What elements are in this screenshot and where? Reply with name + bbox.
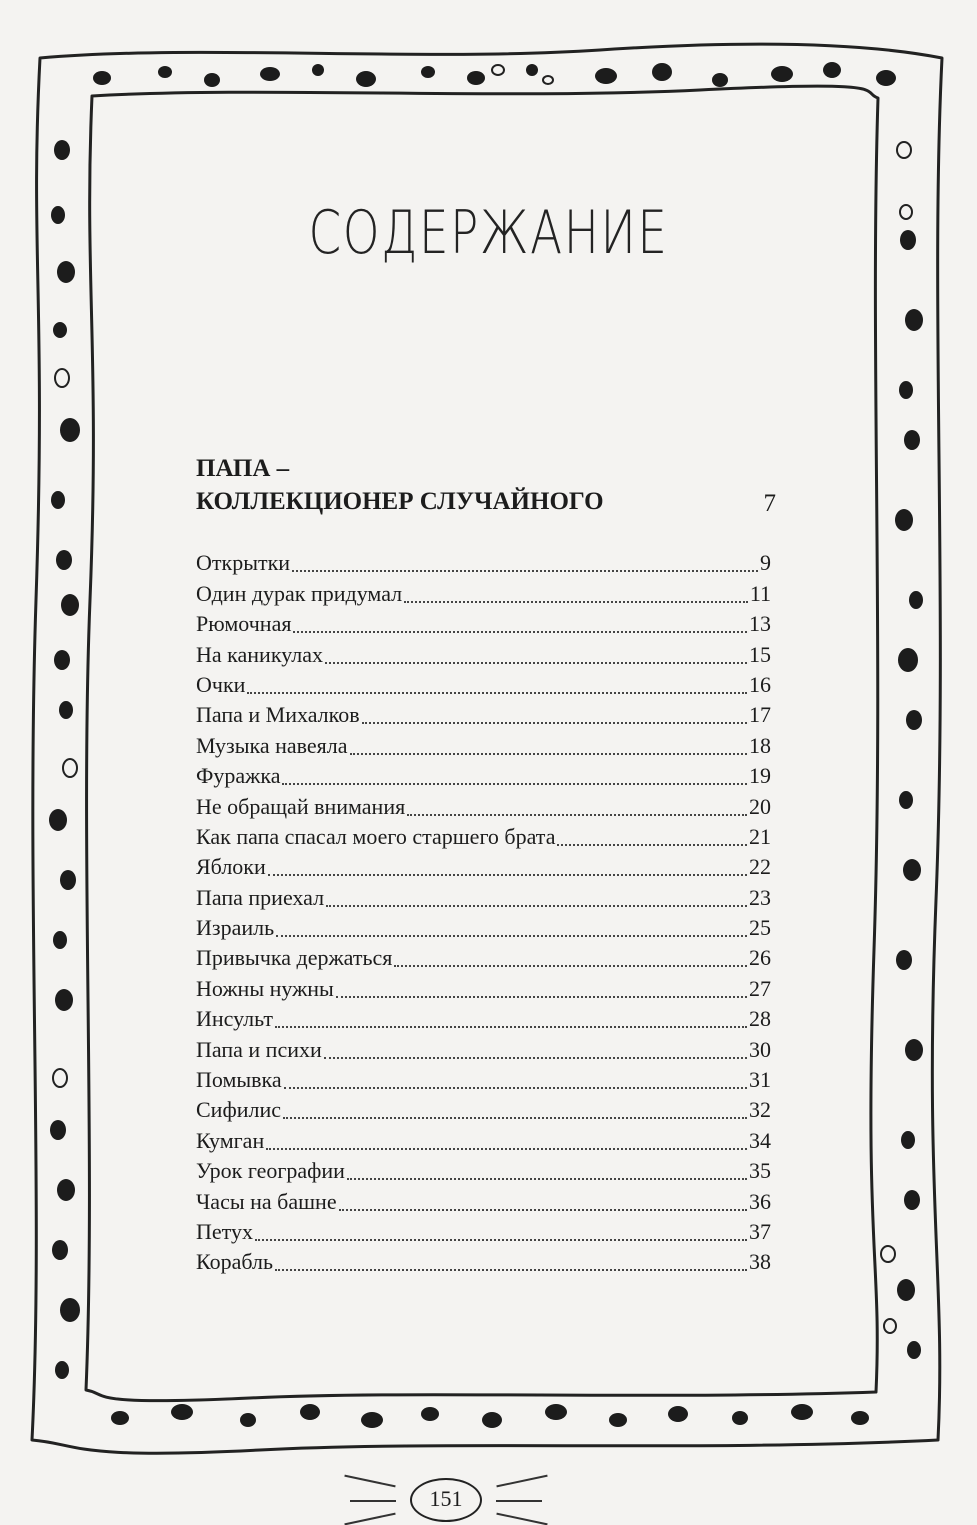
dot-leader: [347, 1178, 747, 1180]
toc-entry-title: Петух: [196, 1218, 253, 1244]
toc-entry-page: 15: [749, 641, 771, 667]
toc-entry-page: 27: [749, 975, 771, 1001]
toc-entry-title: Сифилис: [196, 1097, 281, 1123]
toc-entry-title: Урок географии: [196, 1158, 345, 1184]
dot-leader: [404, 601, 748, 603]
ornament-dash: [350, 1500, 396, 1502]
toc-entry-title: Папа и психи: [196, 1036, 322, 1062]
dot-leader: [324, 1057, 747, 1059]
dot-leader: [284, 1087, 747, 1089]
toc-entry-page: 37: [749, 1218, 771, 1244]
toc-entry[interactable]: [196, 1153, 771, 1183]
dot-leader: [255, 1239, 747, 1241]
section-heading-line-1: ПАПА –: [196, 455, 290, 482]
toc-entry-page: 31: [749, 1067, 771, 1093]
toc-entry-title: Яблоки: [196, 854, 266, 880]
toc-entry-title: Один дурак придумал: [196, 580, 403, 606]
toc-entry[interactable]: [196, 1031, 771, 1061]
toc-entry[interactable]: [196, 788, 771, 818]
toc-entry-title: На каникулах: [196, 641, 323, 667]
dot-leader: [325, 662, 747, 664]
toc-entry[interactable]: [196, 545, 771, 575]
toc-entry-title: Очки: [196, 671, 246, 697]
dot-leader: [292, 570, 758, 572]
toc-entry[interactable]: [196, 970, 771, 1000]
toc-entry-page: 28: [749, 1006, 771, 1032]
toc-entry-title: Израиль: [196, 915, 275, 941]
toc-entry[interactable]: [196, 606, 771, 636]
section-heading-line-2: КОЛЛЕКЦИОНЕР СЛУЧАЙНОГО: [196, 488, 604, 515]
section-heading: [196, 452, 776, 518]
toc-entry[interactable]: [196, 1062, 771, 1092]
toc-entry-title: Как папа спасал моего старшего брата: [196, 823, 556, 849]
toc-entry-page: 18: [749, 732, 771, 758]
toc-entry-title: Папа и Михалков: [196, 702, 360, 728]
dot-leader: [283, 1117, 747, 1119]
toc-entry-title: Папа приехал: [196, 884, 325, 910]
dot-leader: [350, 753, 747, 755]
toc-entry-page: 35: [749, 1158, 771, 1184]
dot-leader: [336, 996, 747, 998]
dot-leader: [276, 935, 747, 937]
ornament-dash: [496, 1500, 542, 1502]
toc-entry[interactable]: [196, 636, 771, 666]
dot-leader: [282, 783, 747, 785]
dot-leader: [362, 722, 747, 724]
section-page-number: 7: [763, 490, 776, 517]
dot-leader: [275, 1026, 747, 1028]
dot-leader: [266, 1148, 747, 1150]
toc-entry-title: Помывка: [196, 1067, 282, 1093]
toc-entry[interactable]: [196, 1001, 771, 1031]
toc-entry[interactable]: [196, 727, 771, 757]
toc-entry-page: 16: [749, 671, 771, 697]
toc-list: [196, 545, 771, 1274]
dot-leader: [407, 814, 747, 816]
toc-entry-page: 9: [760, 550, 771, 576]
toc-entry-page: 26: [749, 945, 771, 971]
toc-entry-page: 23: [749, 884, 771, 910]
toc-entry-title: Музыка навеяла: [196, 732, 348, 758]
toc-entry[interactable]: [196, 849, 771, 879]
toc-entry-title: Рюмочная: [196, 611, 292, 637]
toc-entry-page: 19: [749, 763, 771, 789]
toc-entry[interactable]: [196, 1244, 771, 1274]
toc-entry-title: Фуражка: [196, 763, 281, 789]
toc-entry-title: Открытки: [196, 550, 291, 576]
toc-entry-title: Корабль: [196, 1249, 273, 1275]
toc-entry-page: 32: [749, 1097, 771, 1123]
dot-leader: [275, 1269, 747, 1271]
dot-leader: [557, 844, 747, 846]
toc-entry-page: 17: [749, 702, 771, 728]
dot-leader: [268, 874, 747, 876]
toc-entry-page: 30: [749, 1036, 771, 1062]
toc-entry[interactable]: [196, 1183, 771, 1213]
toc-entry-page: 36: [749, 1188, 771, 1214]
dot-leader: [293, 631, 747, 633]
toc-entry-title: Привычка держаться: [196, 945, 393, 971]
toc-entry-title: Не обращай внимания: [196, 793, 406, 819]
toc-entry-page: 21: [749, 823, 771, 849]
toc-entry[interactable]: [196, 575, 771, 605]
toc-entry-page: 20: [749, 793, 771, 819]
toc-entry-page: 11: [749, 580, 771, 606]
toc-entry-title: Ножны нужны: [196, 975, 334, 1001]
toc-entry-title: Часы на башне: [196, 1188, 337, 1214]
toc-entry-page: 25: [749, 915, 771, 941]
toc-entry[interactable]: [196, 1214, 771, 1244]
toc-entry-page: 22: [749, 854, 771, 880]
toc-entry-page: 13: [749, 611, 771, 637]
page-title: СОДЕРЖАНИЕ: [308, 198, 669, 268]
page-number: 151: [410, 1478, 482, 1522]
toc-entry[interactable]: [196, 667, 771, 697]
toc-entry-title: Кумган: [196, 1127, 265, 1153]
toc-entry[interactable]: [196, 879, 771, 909]
dot-leader: [394, 965, 747, 967]
toc-entry[interactable]: [196, 697, 771, 727]
toc-entry[interactable]: [196, 940, 771, 970]
dot-leader: [339, 1209, 747, 1211]
dot-leader: [247, 692, 747, 694]
toc-entry-page: 34: [749, 1127, 771, 1153]
toc-entry-page: 38: [749, 1249, 771, 1275]
toc-entry[interactable]: [196, 819, 771, 849]
toc-entry[interactable]: [196, 910, 771, 940]
toc-entry[interactable]: [196, 758, 771, 788]
toc-entry[interactable]: [196, 1122, 771, 1152]
toc-entry-title: Инсульт: [196, 1006, 273, 1032]
toc-entry[interactable]: [196, 1092, 771, 1122]
dot-leader: [326, 905, 747, 907]
